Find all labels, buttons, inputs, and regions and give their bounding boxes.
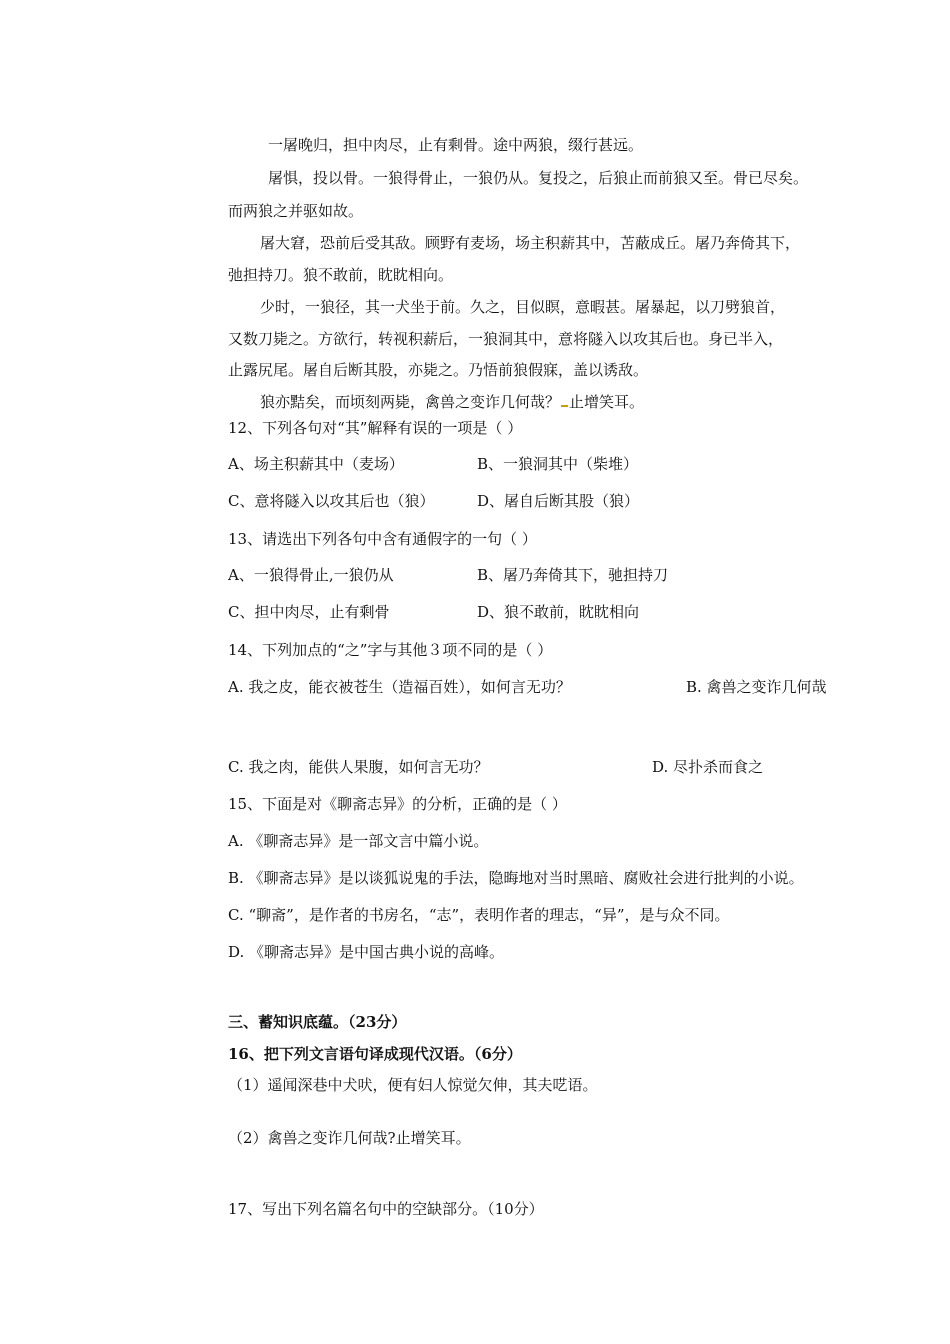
option: C. “聊斋”，是作者的书房名，“志”，表明作者的理志，“异”，是与众不同。	[228, 906, 730, 924]
question-stem: 12、下列各句对“其”解释有误的一项是（ ）	[228, 419, 523, 437]
passage-line: 止露尻尾。屠自后断其股，亦毙之。乃悟前狼假寐，盖以诱敌。	[228, 361, 649, 379]
question-stem: 17、写出下列名篇名句中的空缺部分。（10分）	[228, 1200, 544, 1218]
option: D、狼不敢前，眈眈相向	[477, 603, 640, 621]
option: C、意将隧入以攻其后也（狼）	[228, 492, 435, 510]
option: A. 我之皮，能衣被苍生（造福百姓），如何言无功？	[228, 678, 571, 696]
passage-line: 屠大窘，恐前后受其敌。顾野有麦场，场主积薪其中，苫蔽成丘。屠乃奔倚其下，	[260, 234, 801, 252]
option: C、担中肉尽，止有剩骨	[228, 603, 390, 621]
passage-text: 狼亦黠矣，而顷刻两毙，禽兽之变诈几何哉？	[260, 393, 561, 411]
passage-line: 少时，一狼径，其一犬坐于前。久之，目似瞑，意暇甚。屠暴起，以刀劈狼首，	[260, 298, 786, 316]
option: B. 禽兽之变诈几何哉	[686, 678, 827, 696]
option: C. 我之肉，能供人果腹，如何言无功？	[228, 758, 489, 776]
option: D. 尽扑杀而食之	[652, 758, 764, 776]
option: A、场主积薪其中（麦场）	[228, 455, 404, 473]
passage-line: 而两狼之并驱如故。	[228, 202, 364, 220]
option: B. 《聊斋志异》是以谈狐说鬼的手法，隐晦地对当时黑暗、腐败社会进行批判的小说。	[228, 869, 804, 887]
edit-mark	[561, 405, 568, 407]
passage-text: 止增笑耳。	[569, 393, 645, 411]
section-title: 三、蓄知识底蕴。（23分）	[228, 1013, 407, 1031]
question-stem: 15、下面是对《聊斋志异》的分析，正确的是（ ）	[228, 795, 567, 813]
question-stem: 16、把下列文言语句译成现代汉语。（6分）	[228, 1045, 522, 1063]
option: D、屠自后断其股（狼）	[477, 492, 640, 510]
passage-line: 弛担持刀。狼不敢前，眈眈相向。	[228, 266, 454, 284]
passage-line: 屠惧，投以骨。一狼得骨止，一狼仍从。复投之，后狼止而前狼又至。骨已尽矣。	[268, 169, 809, 187]
option: D. 《聊斋志异》是中国古典小说的高峰。	[228, 943, 505, 961]
passage-line	[260, 392, 644, 412]
passage-line: 又数刀毙之。方欲行，转视积薪后，一狼洞其中，意将隧入以攻其后也。身已半入，	[228, 330, 784, 348]
option: A. 《聊斋志异》是一部文言中篇小说。	[228, 832, 489, 850]
option: B、一狼洞其中（柴堆）	[477, 455, 639, 473]
question-stem: 13、请选出下列各句中含有通假字的一句（ ）	[228, 530, 537, 548]
question-stem: 14、下列加点的“之”字与其他３项不同的是（ ）	[228, 641, 553, 659]
option: B、屠乃奔倚其下，驰担持刀	[477, 566, 669, 584]
option: A、一狼得骨止,一狼仍从	[228, 566, 394, 584]
translation-item: （1）遥闻深巷中犬吠，便有妇人惊觉欠伸，其夫呓语。	[228, 1076, 598, 1094]
translation-item: （2）禽兽之变诈几何哉?止增笑耳。	[228, 1129, 471, 1147]
passage-line: 一屠晚归，担中肉尽，止有剩骨。途中两狼，缀行甚远。	[268, 136, 644, 154]
